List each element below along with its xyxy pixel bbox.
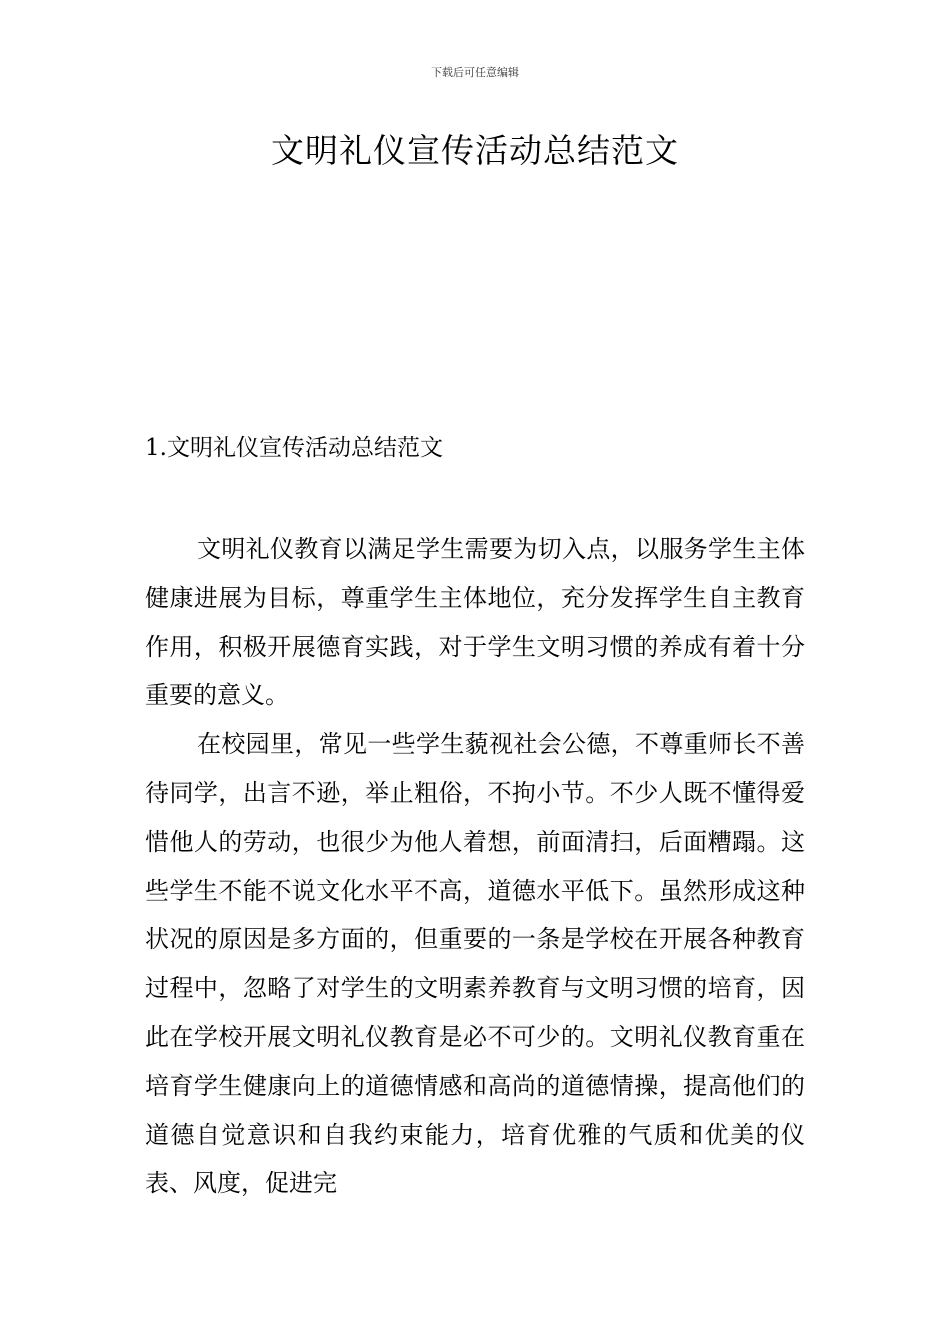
page-header-note: 下载后可任意编辑 <box>431 66 519 79</box>
paragraph-2: 在校园里，常见一些学生藐视社会公德，不尊重师长不善待同学，出言不逊，举止粗俗，不拘小节。不少人既不懂得爱惜他人的劳动，也很少为他人着想，前面清扫，后面糟蹋。这些学生不能不说文化水平不高，道德水平低下。虽然形成这种状况的原因是多方面的，但重要的一条是学校在开展各种教育过程中，忽略了对学生的文明素养教育与文明习惯的培育，因此在学校开展文明礼仪教育是必不可少的。文明礼仪教育重在培育学生健康向上的道德情感和高尚的道德情操，提高他们的道德自觉意识和自我约束能力，培育优雅的气质和优美的仪表、风度，促进完 <box>145 730 805 1198</box>
document-title: 文明礼仪宣传活动总结范文 <box>271 131 679 170</box>
document-body <box>145 525 805 1208</box>
section-heading: 1.文明礼仪宣传活动总结范文 <box>145 435 443 461</box>
paragraph-1: 文明礼仪教育以满足学生需要为切入点，以服务学生主体健康进展为目标，尊重学生主体地位，充分发挥学生自主教育作用，积极开展德育实践，对于学生文明习惯的养成有着十分重要的意义。 <box>145 535 805 710</box>
